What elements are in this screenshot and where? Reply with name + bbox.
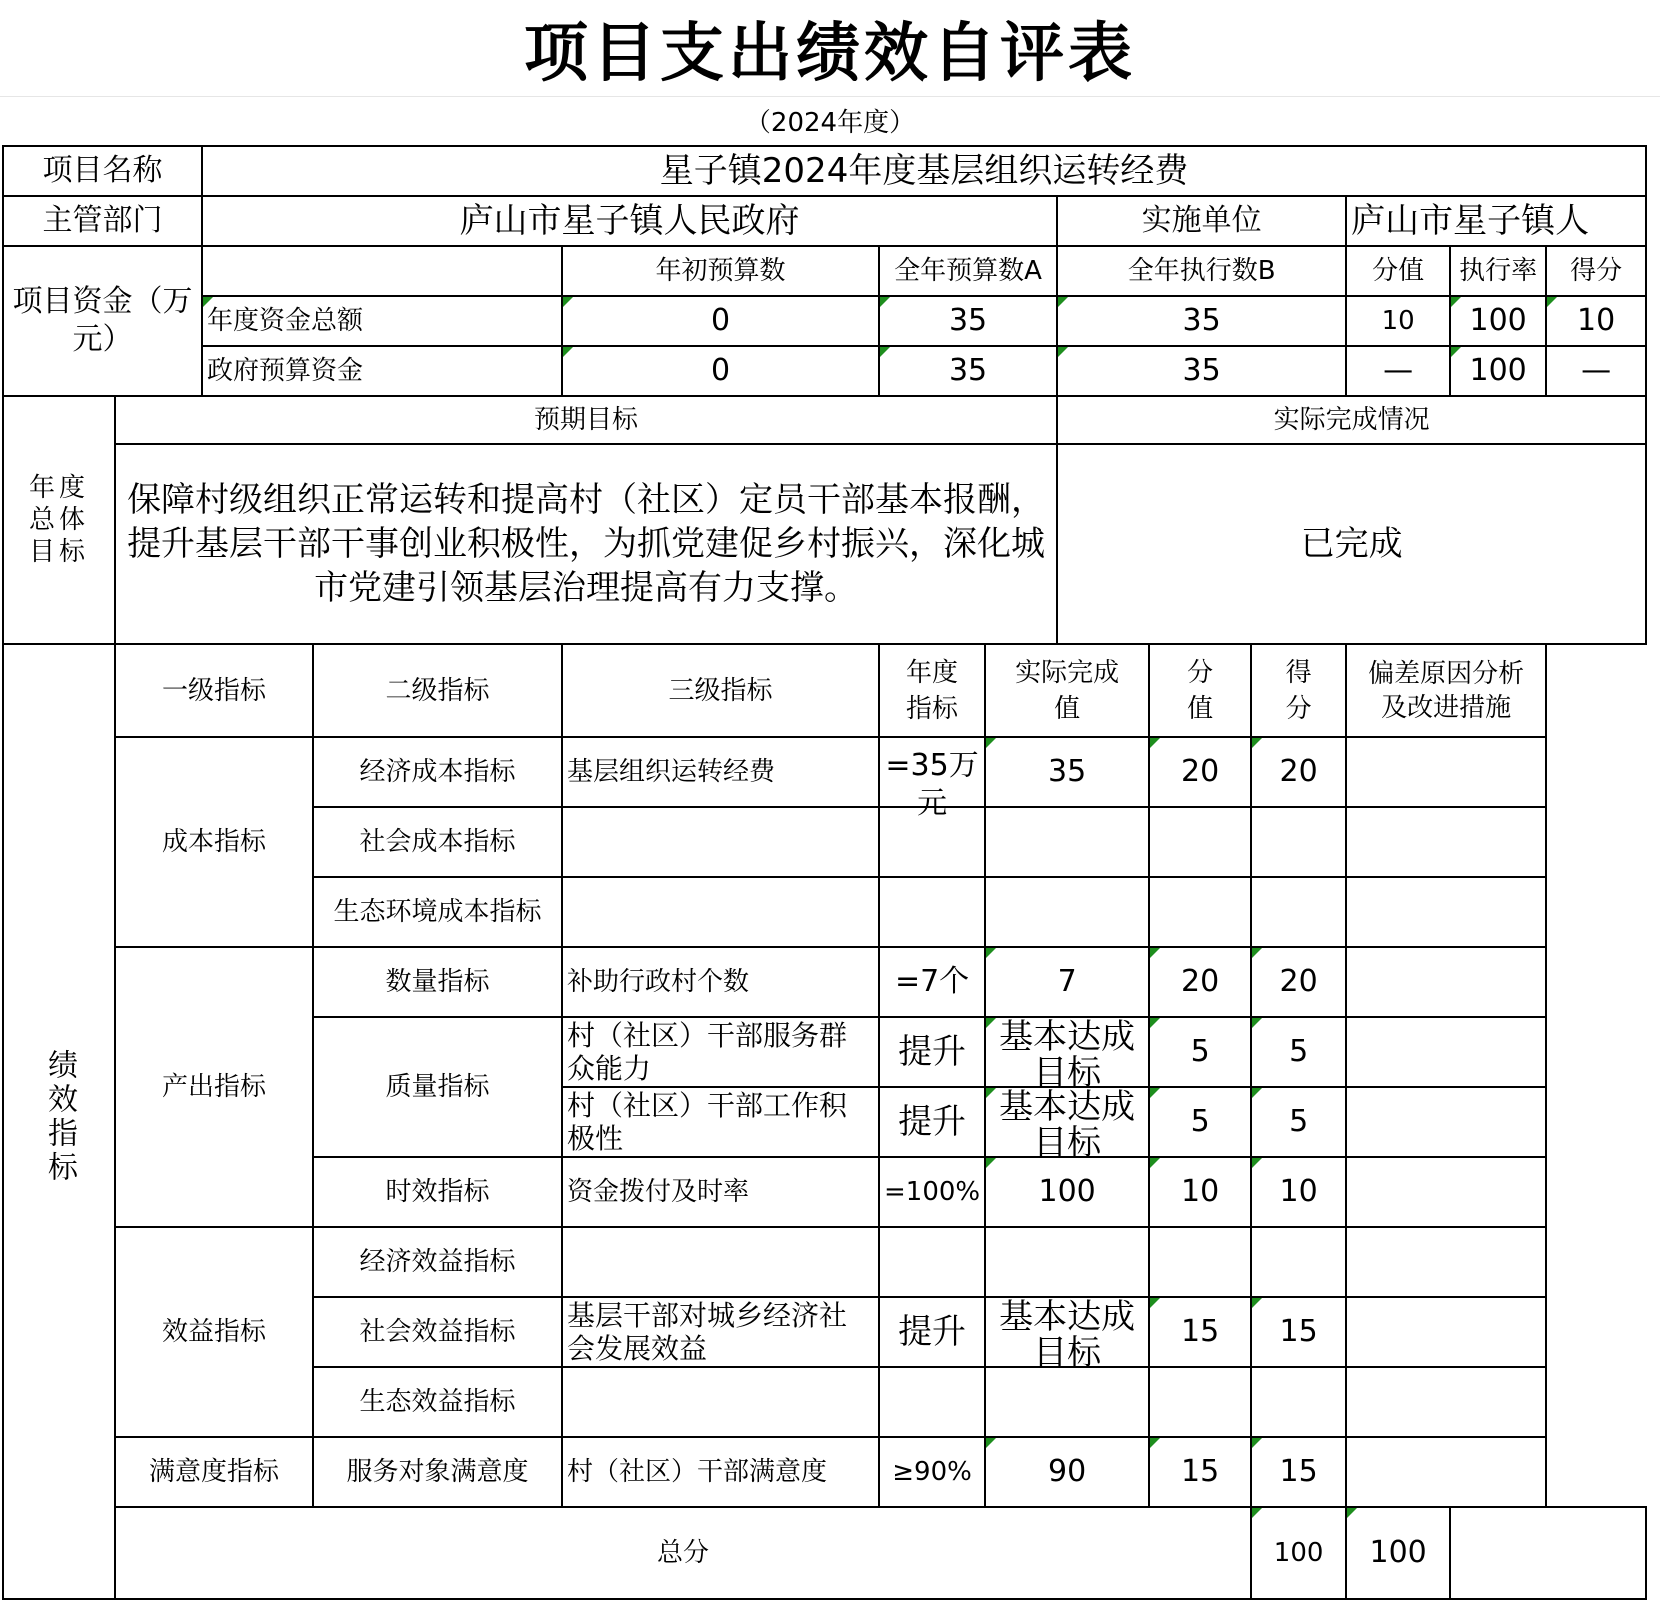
implementing-unit-value[interactable]: 庐山市星子镇人 [1346,196,1646,246]
funds-rate[interactable]: 100 [1450,346,1546,396]
perf-header-target [879,644,985,737]
perf-l3[interactable] [562,877,879,947]
total-row [3,1507,1646,1599]
perf-target[interactable]: =100% [879,1157,985,1227]
expected-goal-header: 预期目标 [115,396,1057,444]
perf-l3[interactable] [562,1087,879,1157]
perf-row [3,737,1646,807]
perf-header-deviation [1346,644,1546,737]
perf-l1-benefit: 效益指标 [115,1227,313,1437]
funds-row-name: 政府预算资金 [202,346,562,396]
implementing-unit-label: 实施单位 [1057,196,1346,246]
perf-target[interactable] [879,877,985,947]
perf-weight[interactable]: 20 [1149,947,1251,1017]
perf-target[interactable]: 提升 [879,1017,985,1087]
perf-actual[interactable]: 7 [985,947,1149,1017]
perf-row [3,1437,1646,1507]
perf-header-deviation-text: 偏差原因分析及改进措施 [1368,658,1525,723]
funds-header-weight: 分值 [1346,246,1450,296]
perf-actual[interactable]: 90 [985,1437,1149,1507]
actual-completion-header: 实际完成情况 [1057,396,1646,444]
perf-l1-output: 产出指标 [115,947,313,1227]
funds-header-row [3,246,1646,296]
perf-weight[interactable] [1149,807,1251,877]
funds-label: 项目资金（万元） [3,246,202,396]
perf-actual[interactable] [985,1017,1149,1093]
perf-score[interactable]: 20 [1251,947,1346,1017]
report-year: （2024年度） [744,107,916,138]
funds-score[interactable]: — [1546,346,1646,396]
perf-score[interactable]: 20 [1251,737,1346,807]
perf-deviation[interactable] [1346,1157,1546,1227]
perf-target[interactable]: ≥90% [879,1437,985,1507]
perf-actual[interactable]: 35 [985,737,1149,807]
perf-header-weight [1149,644,1251,737]
perf-l3[interactable]: 补助行政村个数 [562,947,879,1017]
funds-initial[interactable]: 0 [562,346,879,396]
perf-target[interactable]: 提升 [879,1087,985,1157]
project-name-value[interactable]: 星子镇2024年度基层组织运转经费 [202,146,1646,196]
annual-goal-label-text: 年度总体目标 [29,473,90,567]
funds-header-score: 得分 [1546,246,1646,296]
perf-l3[interactable]: 资金拨付及时率 [562,1157,879,1227]
perf-score[interactable]: 5 [1251,1087,1346,1157]
perf-l1-satisfaction: 满意度指标 [115,1437,313,1507]
department-label: 主管部门 [3,196,202,246]
funds-row-total [3,296,1646,346]
perf-actual[interactable] [985,807,1149,877]
perf-header-l2: 二级指标 [313,644,562,737]
total-label: 总分 [115,1507,1251,1599]
perf-deviation[interactable] [1346,1367,1546,1437]
perf-score[interactable] [1251,877,1346,947]
perf-actual-text: 基本达成目标 [999,1297,1136,1373]
perf-score[interactable]: 10 [1251,1157,1346,1227]
perf-l3[interactable] [562,1227,879,1297]
perf-target[interactable]: 提升 [879,1297,985,1367]
perf-l3-text: 基层干部对城乡经济社会发展效益 [567,1299,848,1365]
funds-executed[interactable]: 35 [1057,346,1346,396]
funds-score[interactable]: 10 [1546,296,1646,346]
perf-weight[interactable]: 15 [1149,1297,1251,1367]
perf-actual[interactable] [985,877,1149,947]
perf-deviation[interactable] [1346,1437,1546,1507]
perf-header-score-text: 得分 [1285,657,1312,724]
perf-row [3,947,1646,1017]
perf-target[interactable] [879,807,985,877]
perf-l2: 社会成本指标 [313,807,562,877]
funds-rate[interactable]: 100 [1450,296,1546,346]
perf-l2: 质量指标 [313,1017,562,1157]
perf-actual[interactable] [985,1297,1149,1373]
perf-l3[interactable] [562,1297,879,1367]
perf-actual[interactable] [985,1367,1149,1437]
funds-executed[interactable]: 35 [1057,296,1346,346]
page-title: 项目支出绩效自评表 [0,0,1660,97]
perf-l2: 经济效益指标 [313,1227,562,1297]
perf-l2: 服务对象满意度 [313,1437,562,1507]
perf-l2: 数量指标 [313,947,562,1017]
perf-weight[interactable]: 20 [1149,737,1251,807]
funds-budget[interactable]: 35 [879,296,1057,346]
perf-deviation[interactable] [1346,807,1546,877]
actual-completion-text[interactable]: 已完成 [1057,444,1646,644]
funds-header-blank [202,246,562,296]
project-name-row [3,146,1646,196]
perf-l3-text: 村（社区）干部工作积极性 [567,1089,848,1155]
perf-target[interactable]: =7个 [879,947,985,1017]
perf-weight[interactable] [1149,1367,1251,1437]
perf-score[interactable] [1251,1227,1346,1297]
project-name-label: 项目名称 [3,146,202,196]
perf-l2: 生态环境成本指标 [313,877,562,947]
perf-score[interactable] [1251,807,1346,877]
perf-label-text: 绩效指标 [42,1048,77,1185]
expected-goal-text[interactable]: 保障村级组织正常运转和提高村（社区）定员干部基本报酬，提升基层干部干事创业积极性，为抓党建促乡村振兴，深化城市党建引领基层治理提高有力支撑。 [115,444,1057,644]
perf-weight[interactable] [1149,877,1251,947]
perf-header-score [1251,644,1346,737]
perf-target[interactable] [879,1367,985,1437]
perf-header-row [3,644,1646,737]
perf-actual[interactable]: 100 [985,1157,1149,1227]
perf-target[interactable] [879,1227,985,1297]
perf-actual[interactable] [985,1227,1149,1297]
perf-weight[interactable] [1149,1227,1251,1297]
perf-l3[interactable] [562,1017,879,1087]
total-deviation[interactable] [1450,1507,1646,1599]
perf-header-weight-text: 分值 [1187,657,1214,724]
perf-score[interactable]: 5 [1251,1017,1346,1087]
perf-deviation[interactable] [1346,1227,1546,1297]
funds-row-name: 年度资金总额 [202,296,562,346]
perf-l3[interactable]: 村（社区）干部满意度 [562,1437,879,1507]
perf-deviation[interactable] [1346,1297,1546,1367]
perf-l3[interactable] [562,1367,879,1437]
perf-deviation[interactable] [1346,737,1546,807]
funds-budget[interactable]: 35 [879,346,1057,396]
funds-row-government [3,346,1646,396]
perf-l3[interactable]: 基层组织运转经费 [562,737,879,807]
perf-label [3,644,115,1599]
perf-weight[interactable]: 15 [1149,1437,1251,1507]
perf-deviation[interactable] [1346,877,1546,947]
perf-header-l3: 三级指标 [562,644,879,737]
funds-header-budget: 全年预算数A [879,246,1057,296]
perf-l2: 经济成本指标 [313,737,562,807]
perf-header-l1: 一级指标 [115,644,313,737]
total-weight[interactable]: 100 [1251,1507,1346,1599]
perf-header-actual-text: 实际完成值 [1015,657,1120,724]
perf-actual-text: 基本达成目标 [999,1017,1136,1093]
perf-deviation[interactable] [1346,1087,1546,1157]
total-score[interactable]: 100 [1346,1507,1450,1599]
funds-header-initial: 年初预算数 [562,246,879,296]
perf-target[interactable] [879,737,985,821]
perf-score[interactable]: 15 [1251,1437,1346,1507]
goal-content-row [3,444,1646,644]
funds-weight[interactable]: 10 [1346,296,1450,346]
funds-weight[interactable]: — [1346,346,1450,396]
perf-weight[interactable]: 5 [1149,1087,1251,1157]
perf-target-text: =35万元 [885,748,979,821]
funds-initial[interactable]: 0 [562,296,879,346]
perf-header-actual [985,644,1149,737]
perf-score[interactable]: 15 [1251,1297,1346,1367]
perf-actual-text: 基本达成目标 [999,1087,1136,1163]
annual-goal-label [3,396,115,644]
perf-actual[interactable] [985,1087,1149,1163]
perf-l1-cost: 成本指标 [115,737,313,947]
perf-row [3,1227,1646,1297]
perf-deviation[interactable] [1346,947,1546,1017]
funds-header-executed: 全年执行数B [1057,246,1346,296]
performance-sheet [2,145,1647,1600]
funds-header-rate: 执行率 [1450,246,1546,296]
department-value[interactable]: 庐山市星子镇人民政府 [202,196,1057,246]
perf-score[interactable] [1251,1367,1346,1437]
perf-l3[interactable] [562,807,879,877]
perf-weight[interactable]: 5 [1149,1017,1251,1087]
perf-deviation[interactable] [1346,1017,1546,1087]
perf-weight[interactable]: 10 [1149,1157,1251,1227]
goal-header-row [3,396,1646,444]
department-row [3,196,1646,246]
perf-header-target-text: 年度指标 [906,657,959,724]
perf-l2: 生态效益指标 [313,1367,562,1437]
perf-l3-text: 村（社区）干部服务群众能力 [567,1019,848,1085]
perf-l2: 社会效益指标 [313,1297,562,1367]
perf-l2: 时效指标 [313,1157,562,1227]
